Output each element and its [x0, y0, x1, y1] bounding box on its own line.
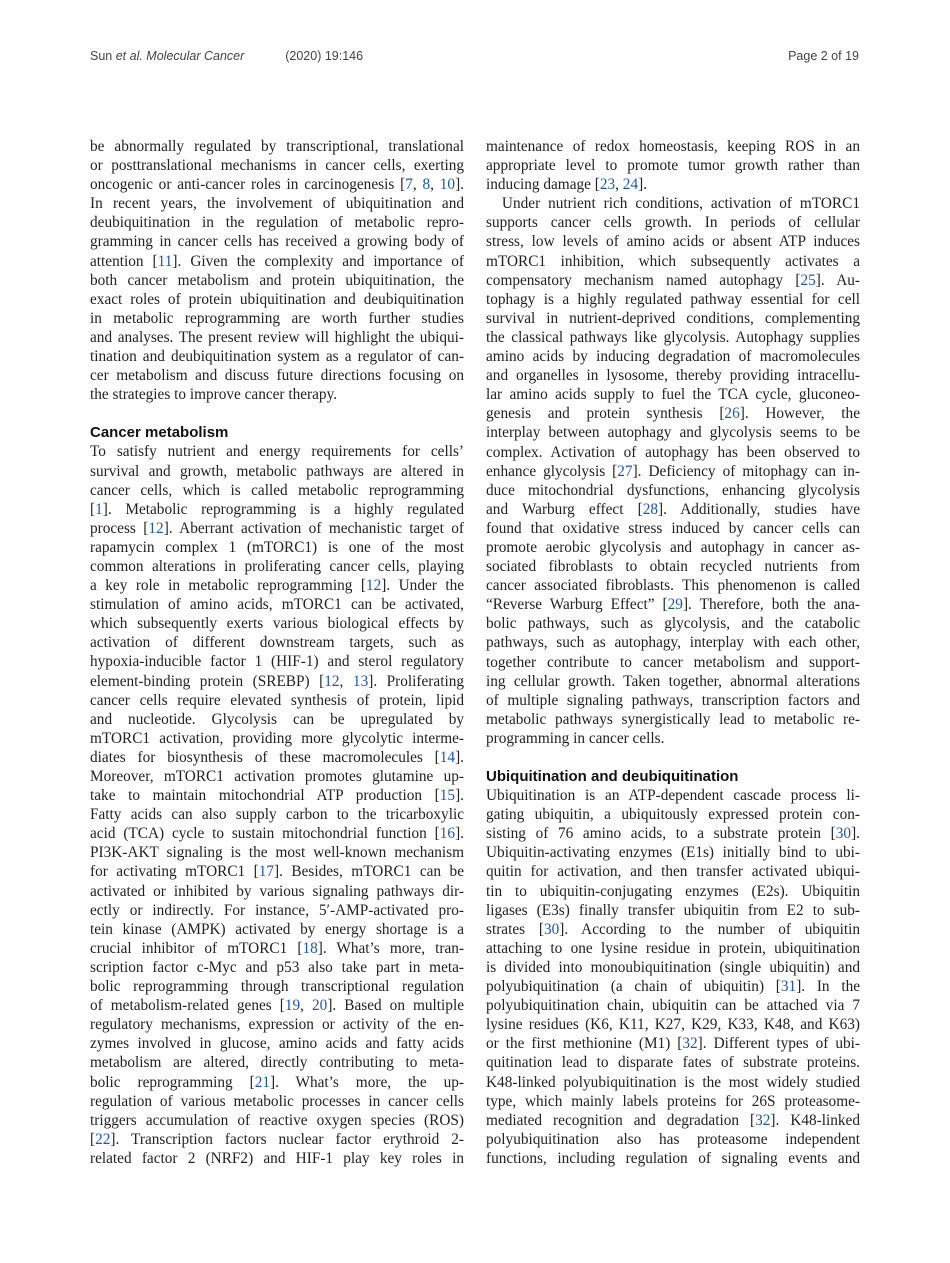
text-line: zymes involved in glucose, amino acids and fatty acids: [90, 1035, 464, 1053]
text-line: cer metabolism and discuss future directions focusing on: [90, 367, 464, 385]
text-line: duce mitochondrial dysfunctions, enhancing glycolysis: [486, 481, 860, 499]
text-line: lysine residues (K6, K11, K27, K29, K33, K48, and K63): [486, 1016, 860, 1034]
text-line: attaching to one lysine residue in protein, ubiquitination: [486, 939, 860, 957]
text-line: hypoxia-inducible factor 1 (HIF-1) and sterol regulatory: [90, 653, 464, 671]
citation-link[interactable]: 15: [439, 787, 456, 805]
text-line: the strategies to improve cancer therapy.: [90, 386, 338, 404]
text-line: of multiple signaling pathways, transcription factors and: [486, 691, 860, 709]
text-line: gramming in cancer cells has received a growing body of: [90, 233, 464, 251]
text-line: cancer cells require elevated synthesis of protein, lipid: [90, 691, 464, 709]
text-line: both cancer metabolism and protein ubiquitination, the: [90, 271, 464, 289]
text-line: in metabolic reprogramming are worth further studies: [90, 309, 464, 327]
text-line: Moreover, mTORC1 activation promotes glutamine up-: [90, 768, 464, 785]
text-line: deubiquitination in the regulation of metabolic repro-: [90, 214, 464, 232]
right-column: [486, 137, 860, 1168]
section-heading: Ubiquitination and deubiquitination: [486, 768, 739, 785]
citation-link[interactable]: 17: [258, 863, 275, 881]
text-line: appropriate level to promote tumor growth rather than: [486, 157, 860, 175]
text-line: survival in nutrient-deprived conditions, complementing: [486, 309, 860, 327]
text-line: inducing damage [23, 24].: [486, 176, 648, 194]
text-line: or the first methionine (M1) [32]. Different types of ubi-: [486, 1035, 860, 1053]
text-line: be abnormally regulated by transcriptional, translational: [90, 138, 464, 155]
citation-link[interactable]: 11: [157, 252, 173, 270]
text-line: common alterations in proliferating cancer cells, playing: [90, 557, 464, 575]
text-line: or posttranslational mechanisms in cancer cells, exerting: [90, 157, 464, 175]
text-line: oncogenic or anti-cancer roles in carcinogenesis [7, 8, 10].: [90, 176, 464, 194]
citation-link[interactable]: 32: [755, 1111, 771, 1129]
text-line: K48-linked polyubiquitination is the most widely studied: [486, 1073, 860, 1091]
text-line: tein kinase (AMPK) activated by energy shortage is a: [90, 920, 464, 938]
page-number: Page 2 of 19: [788, 49, 859, 63]
text-line: enhance glycolysis [27]. Deficiency of mitophagy can in-: [486, 462, 860, 480]
text-line: programming in cancer cells.: [486, 729, 665, 747]
text-line: pathways, such as autophagy, interplay with each other,: [486, 634, 860, 652]
text-line: acid (TCA) cycle to sustain mitochondrial function [16].: [90, 825, 464, 843]
text-line: bolic reprogramming through transcriptional regulation: [90, 978, 464, 996]
text-line: bolic pathways, such as glycolysis, and the catabolic: [486, 615, 860, 633]
citation-link[interactable]: 12: [365, 577, 382, 595]
section-heading: Cancer metabolism: [90, 424, 229, 442]
text-line: regulation of various metabolic processes in cancer cells: [90, 1092, 464, 1110]
text-line: together contribute to cancer metabolism and support-: [486, 653, 860, 671]
citation-link[interactable]: 30: [835, 825, 852, 843]
text-line: process [12]. Aberrant activation of mechanistic target of: [90, 519, 464, 537]
text-line: crucial inhibitor of mTORC1 [18]. What’s more, tran-: [90, 939, 464, 957]
text-line: and analyses. The present review will highlight the ubiqui-: [90, 328, 464, 346]
text-line: polyubiquitination chain, ubiquitin can be attached via 7: [486, 997, 860, 1015]
text-line: quitin for activation, and then transfer activated ubiqui-: [486, 863, 860, 881]
text-line: cancer associated fibroblasts. This phenomenon is called: [486, 577, 860, 595]
text-line: scription factor c-Myc and p53 also take part in meta-: [90, 958, 464, 976]
text-line: ligases (E3s) finally transfer ubiquitin from E2 to sub-: [486, 901, 860, 919]
citation-link[interactable]: 12: [324, 672, 340, 690]
citation-link[interactable]: 8: [422, 176, 431, 194]
text-line: supports cancer cells growth. In periods of cellular: [486, 214, 860, 232]
citation-link[interactable]: 31: [780, 978, 797, 996]
left-column: [90, 137, 464, 1168]
text-line: tination and deubiquitination system as a regulator of can-: [90, 348, 464, 366]
text-line: [1]. Metabolic reprogramming is a highly regulated: [90, 500, 464, 518]
text-line: related factor 2 (NRF2) and HIF-1 play key roles in: [90, 1149, 464, 1167]
text-line: [22]. Transcription factors nuclear factor erythroid 2-: [90, 1130, 464, 1148]
text-line: compensatory mechanism named autophagy [25]. Au-: [486, 271, 860, 289]
text-line: cancer cells, which is called metabolic reprogramming: [90, 481, 464, 499]
text-line: sociated fibroblasts to obtain recycled nutrients from: [486, 558, 860, 576]
citation-link[interactable]: 27: [617, 462, 633, 480]
text-line: “Reverse Warburg Effect” [29]. Therefore, both the ana-: [486, 596, 860, 614]
text-line: take to maintain mitochondrial ATP production [15].: [90, 787, 464, 805]
text-line: bolic reprogramming [21]. What’s more, the up-: [90, 1073, 464, 1091]
citation-link[interactable]: 21: [254, 1073, 270, 1091]
citation-link[interactable]: 30: [543, 920, 560, 938]
text-line: polyubiquitination also has proteasome independent: [486, 1130, 860, 1148]
text-line: promote aerobic glycolysis and autophagy in cancer as-: [486, 538, 860, 556]
journal-volume: (2020) 19:146: [285, 49, 364, 63]
text-line: and nucleotide. Glycolysis can be upregulated by: [90, 710, 464, 728]
text-line: and organelles in lysosome, thereby providing intracellu-: [486, 367, 860, 385]
text-line: tophagy is a highly regulated pathway essential for cell: [486, 290, 860, 308]
text-line: quitination lead to disparate fates of substrate proteins.: [486, 1054, 860, 1072]
text-line: Fatty acids can also supply carbon to the tricarboxylic: [90, 806, 464, 824]
text-line: stimulation of amino acids, mTORC1 can be activated,: [90, 596, 464, 614]
text-line: PI3K-AKT signaling is the most well-known mechanism: [90, 844, 464, 862]
text-line: maintenance of redox homeostasis, keeping ROS in an: [486, 138, 860, 155]
text-line: metabolic pathways synergistically lead to metabolic re-: [486, 710, 860, 728]
text-line: stress, low levels of amino acids or absent ATP induces: [486, 233, 860, 251]
text-line: lar amino acids supply to fuel the TCA cycle, gluconeo-: [486, 386, 860, 404]
text-line: amino acids by inducing degradation of macromolecules: [486, 348, 860, 366]
text-line: polyubiquitination (a chain of ubiquitin) [31]. In the: [486, 978, 860, 996]
citation-link[interactable]: 20: [312, 997, 328, 1015]
text-line: ectly or indirectly. For instance, 5′-AMP-activated pro-: [90, 901, 464, 919]
text-line: a key role in metabolic reprogramming [12]. Under the: [90, 577, 464, 595]
text-line: To satisfy nutrient and energy requirements for cells’: [90, 443, 464, 461]
text-line: Ubiquitin-activating enzymes (E1s) initially bind to ubi-: [486, 844, 860, 862]
citation-link[interactable]: 23: [599, 176, 616, 194]
citation-link[interactable]: 24: [622, 176, 639, 194]
journal-author: Sun: [90, 49, 113, 63]
text-line: which subsequently exerts various biological effects by: [90, 615, 464, 633]
citation-link[interactable]: 13: [352, 672, 369, 690]
text-line: element-binding protein (SREBP) [12, 13]. Proliferating: [90, 672, 464, 690]
text-line: is divided into monoubiquitination (single ubiquitin) and: [486, 958, 860, 976]
text-line: rapamycin complex 1 (mTORC1) is one of the most: [90, 538, 464, 556]
text-line: activation of different downstream targets, such as: [90, 634, 464, 652]
text-line: sisting of 76 amino acids, to a substrate protein [30].: [486, 825, 860, 843]
citation-link[interactable]: 12: [148, 519, 164, 537]
text-line: the classical pathways like glycolysis. Autophagy supplies: [486, 328, 860, 346]
citation-link[interactable]: 29: [667, 596, 683, 614]
text-line: type, which mainly labels proteins for 26S proteasome-: [486, 1092, 860, 1110]
journal-name: et al. Molecular Cancer: [115, 49, 245, 63]
citation-link[interactable]: 32: [682, 1035, 698, 1053]
section-gap: [90, 404, 464, 423]
citation-link[interactable]: 1: [95, 500, 103, 518]
text-line: attention [11]. Given the complexity and importance of: [90, 252, 464, 270]
text-line: ing cellular growth. Taken together, abnormal alterations: [486, 672, 860, 690]
text-line: triggers accumulation of reactive oxygen species (ROS): [90, 1111, 464, 1129]
text-line: genesis and protein synthesis [26]. However, the: [486, 405, 860, 423]
citation-link[interactable]: 22: [95, 1130, 111, 1148]
text-line: strates [30]. According to the number of ubiquitin: [486, 920, 860, 938]
section-gap: [486, 748, 860, 767]
running-header-left: [90, 49, 363, 69]
text-line: regulatory mechanisms, expression or activity of the en-: [90, 1016, 464, 1034]
text-line: found that oxidative stress induced by cancer cells can: [486, 519, 860, 537]
text-line: mediated recognition and degradation [32]. K48-linked: [486, 1111, 860, 1129]
text-line: tin to ubiquitin-conjugating enzymes (E2s). Ubiquitin: [486, 882, 860, 900]
citation-link[interactable]: 14: [439, 748, 456, 766]
text-line: for activating mTORC1 [17]. Besides, mTORC1 can be: [90, 863, 464, 881]
text-line: interplay between autophagy and glycolysis seems to be: [486, 424, 860, 442]
text-line: complex. Activation of autophagy has been observed to: [486, 443, 860, 461]
citation-link[interactable]: 7: [405, 176, 413, 194]
citation-link[interactable]: 18: [302, 939, 318, 957]
text-line: survival and growth, metabolic pathways are altered in: [90, 462, 464, 480]
text-line: mTORC1 inhibition, which subsequently activates a: [486, 252, 860, 270]
citation-link[interactable]: 10: [439, 176, 456, 194]
citation-link[interactable]: 26: [724, 405, 740, 423]
citation-link[interactable]: 25: [800, 271, 816, 289]
text-line: mTORC1 activation, providing more glycolytic interme-: [90, 729, 464, 747]
citation-link[interactable]: 16: [439, 825, 456, 843]
citation-link[interactable]: 19: [284, 997, 301, 1015]
text-line: functions, including regulation of signaling events and: [486, 1149, 860, 1167]
text-line: activated or inhibited by various signaling pathways dir-: [90, 882, 464, 900]
text-line: Ubiquitination is an ATP-dependent cascade process li-: [486, 787, 860, 805]
citation-link[interactable]: 28: [642, 500, 658, 518]
text-line: gating ubiquitin, a ubiquitously expressed protein con-: [486, 806, 860, 824]
text-line: diates for biosynthesis of these macromolecules [14].: [90, 748, 464, 766]
text-line: Under nutrient rich conditions, activation of mTORC1: [486, 195, 860, 213]
text-line: metabolism are altered, directly contributing to meta-: [90, 1054, 464, 1072]
text-line: and Warburg effect [28]. Additionally, studies have: [486, 500, 860, 518]
text-line: of metabolism-related genes [19, 20]. Based on multiple: [90, 997, 464, 1015]
text-line: exact roles of protein ubiquitination and deubiquitination: [90, 290, 464, 308]
text-line: In recent years, the involvement of ubiquitination and: [90, 195, 464, 213]
